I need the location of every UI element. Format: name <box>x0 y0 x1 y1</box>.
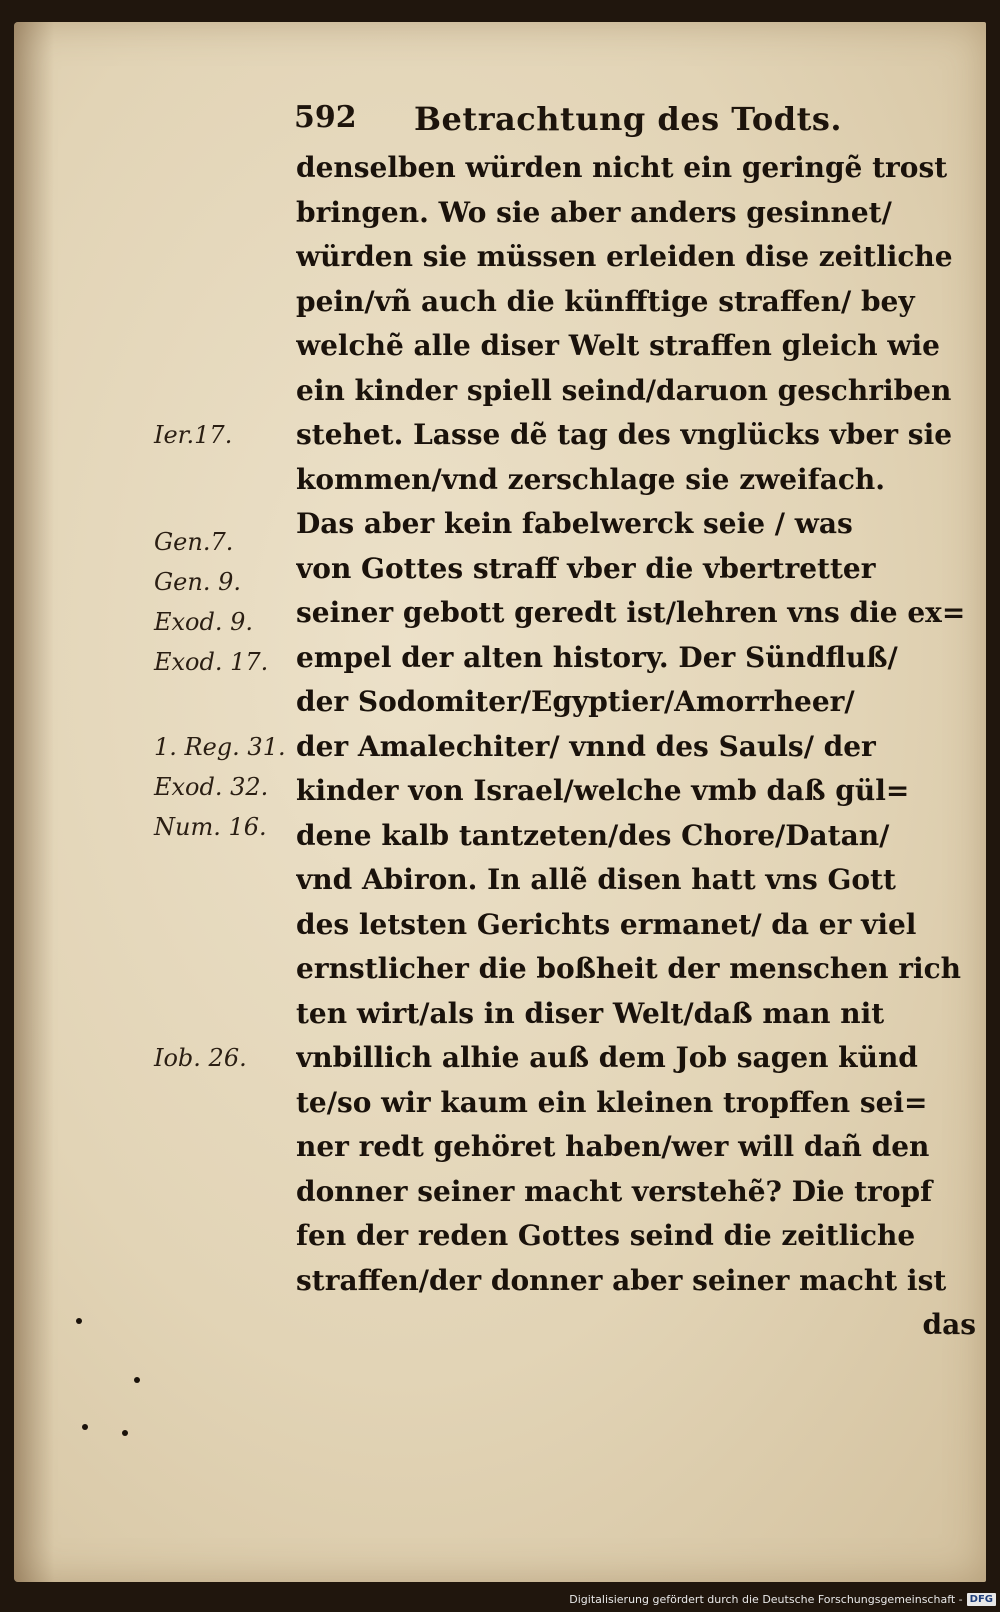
text-line: ernstlicher die boßheit der menschen rich <box>296 952 961 985</box>
ink-speck <box>76 1318 82 1324</box>
marginal-note: Iob. 26. <box>154 1044 247 1072</box>
text-line: te/so wir kaum ein kleinen tropffen sei= <box>296 1085 928 1119</box>
catchword: das <box>922 1308 976 1341</box>
digitization-footer <box>569 1589 996 1609</box>
marginal-note: 1. Reg. 31. <box>154 732 286 761</box>
marginal-note: Exod. 32. <box>154 772 269 801</box>
body-text <box>296 146 976 1348</box>
text-line: der Amalechiter/ vnnd des Sauls/ der <box>296 729 876 763</box>
text-line: der Sodomiter/Egyptier/Amorrheer/ <box>296 685 855 718</box>
text-line: straffen/der donner aber seiner macht ist <box>296 1263 947 1297</box>
text-line: pein/vñ auch die künfftige straffen/ bey <box>296 284 915 318</box>
text-line: denselben würden nicht ein geringẽ trost <box>296 151 948 184</box>
running-title: Betrachtung des Todts. <box>414 100 843 138</box>
book-page <box>14 22 986 1582</box>
marginal-note: Gen.7. <box>154 527 234 556</box>
marginal-note: Gen. 9. <box>154 567 241 596</box>
text-line: ein kinder spiell seind/daruon geschriben <box>296 373 952 407</box>
text-line: ner redt gehöret haben/wer will dañ den <box>296 1130 930 1163</box>
text-line: stehet. Lasse dẽ tag des vnglücks vber sie <box>296 418 953 451</box>
spine-shadow <box>14 22 54 1582</box>
text-line: des letsten Gerichts ermanet/ da er viel <box>296 907 917 941</box>
page-number: 592 <box>294 100 357 135</box>
text-line: kommen/vnd zerschlage sie zweifach. <box>296 462 885 496</box>
ink-speck <box>82 1424 88 1430</box>
ink-speck <box>134 1377 140 1383</box>
marginal-note: Exod. 9. <box>154 607 254 636</box>
text-line: seiner gebott geredt ist/lehren vns die ex= <box>296 596 966 629</box>
marginal-note: Num. 16. <box>154 812 267 841</box>
text-line: donner seiner macht verstehẽ? Die tropf <box>296 1174 933 1208</box>
text-line: kinder von Israel/welche vmb daß gül= <box>296 774 910 807</box>
marginal-note: Ier.17. <box>154 421 233 449</box>
footer-credit: Digitalisierung gefördert durch die Deutsche Forschungsgemeinschaft - <box>569 1592 963 1606</box>
marginal-note: Exod. 17. <box>154 647 269 676</box>
dfg-logo: DFG <box>967 1593 996 1606</box>
text-line: welchẽ alle diser Welt straffen gleich wie <box>296 329 940 362</box>
text-line: bringen. Wo sie aber anders gesinnet/ <box>296 195 892 229</box>
text-line: von Gottes straff vber die vbertretter <box>296 551 876 585</box>
text-line: ten wirt/als in diser Welt/daß man nit <box>296 996 885 1030</box>
text-line: dene kalb tantzeten/des Chore/Datan/ <box>296 818 890 852</box>
ink-speck <box>122 1430 128 1436</box>
page-header <box>294 100 854 144</box>
text-line: empel der alten history. Der Sündfluß/ <box>296 640 898 674</box>
text-line: fen der reden Gottes seind die zeitliche <box>296 1219 916 1252</box>
text-line: Das aber kein fabelwerck seie / was <box>296 507 853 540</box>
text-line: vnbillich alhie auß dem Job sagen künd <box>296 1041 918 1074</box>
text-line: würden sie müssen erleiden dise zeitliche <box>296 240 953 273</box>
text-line: vnd Abiron. In allẽ disen hatt vns Gott <box>296 863 896 896</box>
